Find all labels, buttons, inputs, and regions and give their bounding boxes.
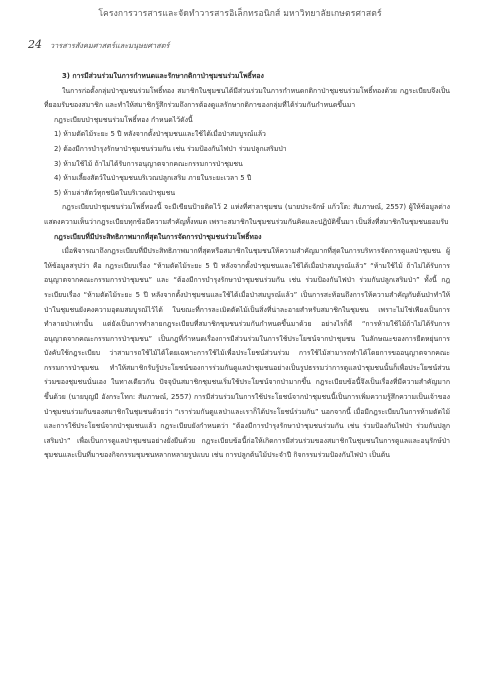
- running-head: [28, 38, 428, 52]
- section-heading: 3) การมีส่วนร่วมในการกำหนดและรักษากติกาป่าชุมชนร่วมโพธิ์ทอง: [62, 72, 264, 80]
- paragraph: กฎระเบียบป่าชุมชนร่วมโพธิ์ทองนี้ จะมีเขียนป้ายติดไว้ 2 แห่งที่ศาลาชุมชน (นายประจักษ์ แก้วโต: สัมภาษณ์, 2557) ผู้ให้ข้อมูลต่างแสดงความเห็นว่ากฎระเบียบทุกข้อมีความสำคัญทั้งหมด เพราะสมาชิกในชุมชนร่วมกันคิดและปฏิบัติขึ้นมา เป็นสิ่งที่สมาชิกในชุมชนยอมรับ: [44, 203, 450, 226]
- project-header: โครงการวารสารและจัดทำวารสารอิเล็กทรอนิกส์ มหาวิทยาลัยเกษตรศาสตร์: [98, 9, 382, 19]
- rule-item: 3) ห้ามใช้ไม้ ถ้าไม่ได้รับการอนุญาตจากคณะกรรมการป่าชุมชน: [54, 159, 243, 168]
- rules-list: [44, 127, 450, 200]
- rule-item: 1) ห้ามตัดไม้ระยะ 5 ปี หลังจากตั้งป่าชุมชนและใช้ได้เมื่อป่าสมบูรณ์แล้ว: [54, 130, 266, 139]
- article-body: [44, 69, 450, 463]
- subsection-heading: กฎระเบียบที่มีประสิทธิภาพมากที่สุดในการจัดการป่าชุมชนร่วมโพธิ์ทอง: [54, 232, 262, 241]
- rule-item: 2) ต้องมีการบำรุงรักษาป่าชุมชนร่วมกัน เช่น ร่วมป้องกันไฟป่า ร่วมปลูกเสริมป่า: [54, 144, 287, 153]
- paragraph: ในการก่อตั้งกลุ่มป่าชุมชนร่วมโพธิ์ทอง สมาชิกในชุมชนได้มีส่วนร่วมในการกำหนดกติกาป่าชุมชนร่วมโพธิ์ทองด้วย กฎระเบียบจึงเป็นที่ยอมรับของสมาชิก และทำให้สมาชิกรู้สึกร่วมถึงการต้องดูแลรักษากติกาของกลุ่มที่ได้ร่วมกันกำหนดขึ้นมา: [44, 86, 450, 110]
- rules-intro: กฎระเบียบป่าชุมชนร่วมโพธิ์ทอง กำหนดไว้ดังนี้: [54, 115, 193, 124]
- paragraph: เมื่อพิจารณาถึงกฎระเบียบที่มีประสิทธิภาพมากที่สุดหรือสมาชิกในชุมชนให้ความสำคัญมากที่สุดในการบริหารจัดการดูแลป่าชุมชน ผู้ให้ข้อมูลสรุปว่า คือ กฎระเบียบเรื่อง “ห้ามตัดไม้ระยะ 5 ปี หลังจากตั้งป่าชุมชนและใช้ได้เมื่อป่าสมบูรณ์แล้ว” “ห้ามใช้ไม้ ถ้าไม่ได้รับการอนุญาตจากคณะกรรมการป่าชุมชน” และ “ต้องมีการบำรุงรักษาป่าชุมชนร่วมกัน เช่น ร่วมป้องกันไฟป่า ร่วมกันปลูกเสริมป่า” ทั้งนี้ กฎระเบียบเรื่อง “ห้ามตัดไม้ระยะ 5 ปี หลังจากตั้งป่าชุมชนและใช้ได้เมื่อป่าสมบูรณ์แล้ว” เป็นการสะท้อนถึงการให้ความสำคัญกับต้นป่าทำให้ป่าในชุมชนยังคงความอุดมสมบูรณ์ไว้ได้ ในขณะที่การละเมิดตัดไม้เป็นสิ่งที่น่าละอายสำหรับสมาชิกในชุมชน เพราะไม่ใช่เพียงเป็นการทำลายป่าเท่านั้น แต่ยังเป็นการทำลายกฎระเบียบที่สมาชิกชุมชนร่วมกันกำหนดขึ้นมาด้วย อย่างไรก็ดี “การห้ามใช้ไม้ถ้าไม่ได้รับการอนุญาตจากคณะกรรมการป่าชุมชน” เป็นกฎที่กำหนดเรื่องการมีส่วนร่วมในการใช้ประโยชน์จากป่าชุมชน ในลักษณะของการยืดหยุ่นการบังคับใช้กฎระเบียบ ว่าสามารถใช้ไม้ได้โดยเฉพาะการใช้ไม้เพื่อประโยชน์ส่วนร่วม การใช้ไม้สามารถทำได้โดยการขออนุญาตจากคณะกรรมการป่าชุมชน ทำให้สมาชิกรับรู้ประโยชน์ของการร่วมกันดูแลป่าชุมชนอย่างเป็นรูปธรรมว่าการดูแลป่าชุมชนนั้นก็เพื่อประโยชน์ส่วนร่วมของชุมชนนั่นเอง ในทางเดียวกัน ปัจจุบันสมาชิกชุมชนเริ่มใช้ประโยชน์จากป่ามากขึ้น กฎระเบียบข้อนี้จึงเป็นเรื่องที่มีความสำคัญมากขึ้นด้วย (นายบุญมี อังกระโทก: สัมภาษณ์, 2557) การมีส่วนร่วมในการใช้ประโยชน์จากป่าชุมชนนี้เป็นการเพิ่มความรู้สึกความเป็นเจ้าของป่าชุมชนร่วมกันของสมาชิกในชุมชนด้วยว่า “เราร่วมกันดูแลป่าและเราก็ได้ประโยชน์ร่วมกัน” นอกจากนี้ เมื่อมีกฎระเบียบในการห้ามตัดไม้และการใช้ประโยชน์จากป่าชุมชนแล้ว กฎระเบียบยังกำหนดว่า “ต้องมีการบำรุงรักษาป่าชุมชนร่วมกัน เช่น ร่วมป้องกันไฟป่า ร่วมกันปลูกเสริมป่า” เพื่อเป็นการดูแลป่าชุมชนอย่างยั่งยืนด้วย กฎระเบียบข้อนี้ก่อให้เกิดการมีส่วนร่วมของสมาชิกในชุมชนในการดูแลและอนุรักษ์ป่าชุมชนและเป็นที่มาของกิจกรรมชุมชนหลากหลายรูปแบบ เช่น การปลูกต้นไม้ประจำปี กิจกรรมร่วมป้องกันไฟป่า เป็นต้น: [44, 247, 450, 460]
- rule-item: 4) ห้ามเลี้ยงสัตว์ในป่าชุมชนบริเวณปลูกเสริม ภายในระยะเวลา 5 ปี: [54, 174, 252, 183]
- rule-item: 5) ห้ามล่าสัตว์ทุกชนิดในบริเวณป่าชุมชน: [54, 188, 176, 197]
- journal-title: วารสารสังคมศาสตร์และมนุษยศาสตร์: [50, 41, 170, 50]
- page-number: 24: [28, 38, 42, 51]
